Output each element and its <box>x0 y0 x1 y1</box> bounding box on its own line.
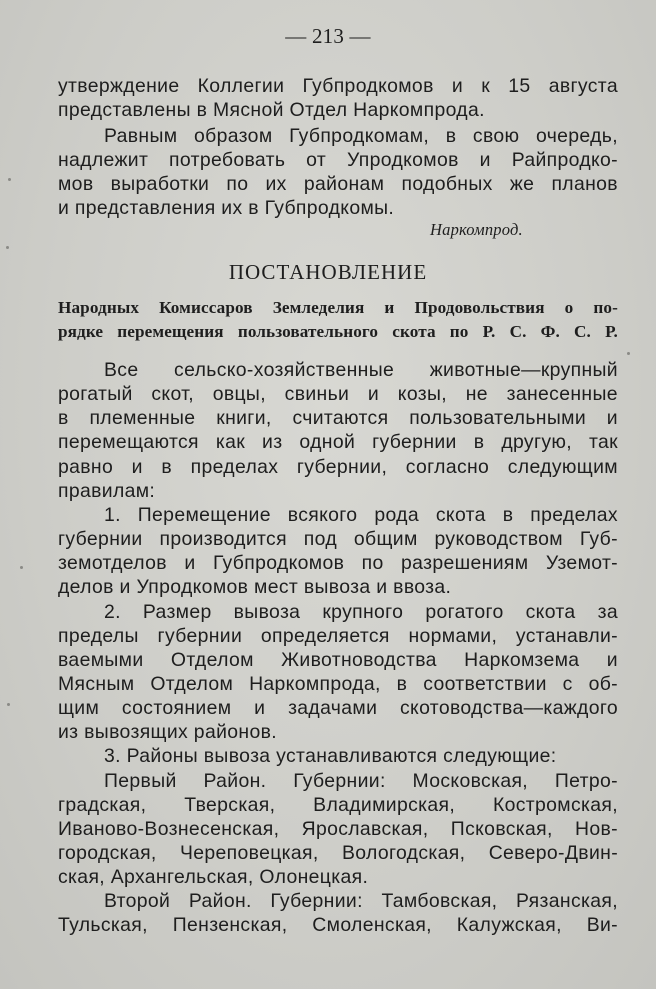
body-line: щим состоянием и задачами скотоводства—каждого <box>58 697 618 719</box>
body-line: правилам: <box>58 480 156 502</box>
body-line: перемещаются как из одной губернии в другую, так <box>58 431 618 453</box>
body-line: в племенные книги, считаются пользовательными и <box>58 407 618 429</box>
body-line: губернии производится под общим руководством Губ- <box>58 528 618 550</box>
text-line: надлежит потребовать от Упродкомов и Райпродко- <box>58 149 618 171</box>
text-line: утверждение Коллегии Губпродкомов и к 15 августа <box>58 75 618 97</box>
subheading-line: рядке перемещения пользовательного скота по Р. С. Ф. С. Р. <box>58 322 618 341</box>
body-line: 1. Перемещение всякого рода скота в пределах <box>104 504 618 526</box>
signature: Наркомпрод. <box>430 220 523 239</box>
paper-speck <box>7 703 10 706</box>
paper-speck <box>627 352 630 355</box>
body-line: градская, Тверская, Владимирская, Костромская, <box>58 794 618 816</box>
text-line: и представления их в Губпродкомы. <box>58 197 395 219</box>
body-line: ская, Архангельская, Олонецкая. <box>58 866 369 888</box>
text-line: мов выработки по их районам подобных же планов <box>58 173 618 195</box>
page-number: — 213 — <box>285 24 371 48</box>
body-line: Второй Район. Губернии: Тамбовская, Рязанская, <box>104 890 618 912</box>
paper-speck <box>20 566 23 569</box>
subheading-line: Народных Комиссаров Земледелия и Продовольствия о по- <box>58 298 618 317</box>
text-line: представлены в Мясной Отдел Наркомпрода. <box>58 99 485 121</box>
text-line: Равным образом Губпродкомам, в свою очередь, <box>104 125 618 147</box>
body-line: Все сельско-хозяйственные животные—крупный <box>104 359 618 381</box>
body-line: делов и Упродкомов мест вывоза и ввоза. <box>58 576 452 598</box>
section-heading: ПОСТАНОВЛЕНИЕ <box>228 260 428 284</box>
body-line: земотделов и Губпродкомов по разрешениям Уземот- <box>58 552 618 574</box>
body-line: пределы губернии определяется нормами, устанавли- <box>58 625 618 647</box>
body-line: рогатый скот, овцы, свиньи и козы, не занесенные <box>58 383 618 405</box>
paper-speck <box>6 246 9 249</box>
body-line: 3. Районы вывоза устанавливаются следующие: <box>104 745 557 767</box>
body-line: городская, Череповецкая, Вологодская, Северо-Двин- <box>58 842 618 864</box>
body-line: ваемыми Отделом Животноводства Наркомзема и <box>58 649 618 671</box>
body-line: 2. Размер вывоза крупного рогатого скота за <box>104 601 618 623</box>
body-line: Мясным Отделом Наркомпрода, в соответствии с об- <box>58 673 618 695</box>
body-line: равно и в пределах губернии, согласно следующим <box>58 456 618 478</box>
body-line: Иваново-Вознесенская, Ярославская, Псковская, Нов- <box>58 818 618 840</box>
body-line: Первый Район. Губернии: Московская, Петро- <box>104 770 618 792</box>
body-line: из вывозящих районов. <box>58 721 277 743</box>
body-line: Тульская, Пензенская, Смоленская, Калужская, Ви- <box>58 914 618 936</box>
paper-speck <box>8 178 11 181</box>
